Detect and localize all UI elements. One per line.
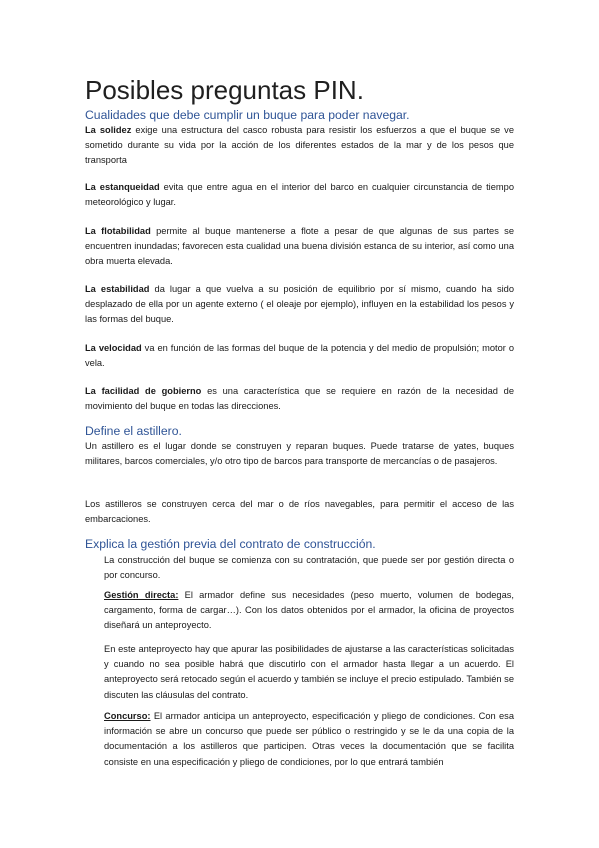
section-heading-astillero: Define el astillero.: [85, 424, 182, 438]
paragraph-text: En este anteproyecto hay que apurar las posibilidades de ajustarse a las características solicitadas y cuando no sea posible habrá que discutirlo con el armador hasta llegar a un acuerdo. El anteproyecto será retocado según el acuerdo y también se incluye el precio estipulado. También se discuten las cláusulas del contrato.: [104, 644, 514, 700]
paragraph-gestion-directa: [104, 588, 514, 634]
paragraph-lead: Gestión directa:: [104, 590, 179, 600]
paragraph-estabilidad: [85, 282, 514, 328]
paragraph-lead: La solidez: [85, 125, 132, 135]
paragraph-text: La construcción del buque se comienza con su contratación, que puede ser por gestión directa o por concurso.: [104, 555, 514, 581]
section-heading-cualidades: Cualidades que debe cumplir un buque para poder navegar.: [85, 108, 410, 122]
paragraph-text: va en función de las formas del buque de la potencia y del medio de propulsión; motor o vela.: [85, 343, 514, 369]
paragraph-lead: La velocidad: [85, 343, 142, 353]
paragraph-text: Los astilleros se construyen cerca del mar o de ríos navegables, para permitir el acceso de las embarcaciones.: [85, 499, 514, 525]
paragraph-text: Un astillero es el lugar donde se construyen y reparan buques. Puede tratarse de yates, buques militares, barcos comerciales, y/o otro tipo de barcos para transporte de mercancías o de pasajeros.: [85, 441, 514, 467]
paragraph-contratacion: [104, 553, 514, 583]
paragraph-text: permite al buque mantenerse a flote a pesar de que algunas de sus partes se encuentren inundadas; favorecen esta cualidad una buena división estanca de su interior, así como una obra muerta elevada.: [85, 226, 514, 267]
paragraph-text: exige una estructura del casco robusta para resistir los esfuerzos a que el buque se ve sometido durante su vida por la acción de los diferentes estados de la mar y de los pesos que transporta: [85, 125, 514, 166]
paragraph-astillero-ubicacion: [85, 497, 514, 527]
paragraph-solidez: [85, 123, 514, 169]
paragraph-velocidad: [85, 341, 514, 371]
paragraph-facilidad-gobierno: [85, 384, 514, 414]
paragraph-astillero-definicion: [85, 439, 514, 469]
paragraph-text: da lugar a que vuelva a su posición de equilibrio por sí mismo, cuando ha sido desplazado de ella por un agente externo ( el oleaje por ejemplo), influyen en la estabilidad los pesos y las formas del buque.: [85, 284, 514, 325]
paragraph-lead: La facilidad de gobierno: [85, 386, 202, 396]
paragraph-lead: Concurso:: [104, 711, 151, 721]
paragraph-estanqueidad: [85, 180, 514, 210]
paragraph-lead: La estabilidad: [85, 284, 150, 294]
paragraph-text: El armador anticipa un anteproyecto, especificación y pliego de condiciones. Con esa información se abre un concurso que puede ser público o restringido y se le da una copia de la documentación a los astilleros que participen. Otras veces la documentación que se facilita consiste en una especificación y pliego de condiciones, por lo que entrará también: [104, 711, 514, 767]
paragraph-lead: La estanqueidad: [85, 182, 160, 192]
paragraph-text: es una característica que se requiere en razón de la necesidad de movimiento del buque en todas las direcciones.: [85, 386, 514, 412]
paragraph-flotabilidad: [85, 224, 514, 270]
section-heading-gestion-previa: Explica la gestión previa del contrato de construcción.: [85, 537, 376, 551]
paragraph-text: El armador define sus necesidades (peso muerto, volumen de bodegas, cargamento, forma de cargar…). Con los datos obtenidos por el armador, la oficina de proyectos diseñará un anteproyecto.: [104, 590, 514, 631]
page-title: Posibles preguntas PIN.: [85, 75, 364, 105]
paragraph-text: evita que entre agua en el interior del barco en cualquier circunstancia de tiempo meteorológico y lugar.: [85, 182, 514, 208]
paragraph-anteproyecto: [104, 642, 514, 703]
paragraph-concurso: [104, 709, 514, 770]
paragraph-lead: La flotabilidad: [85, 226, 151, 236]
